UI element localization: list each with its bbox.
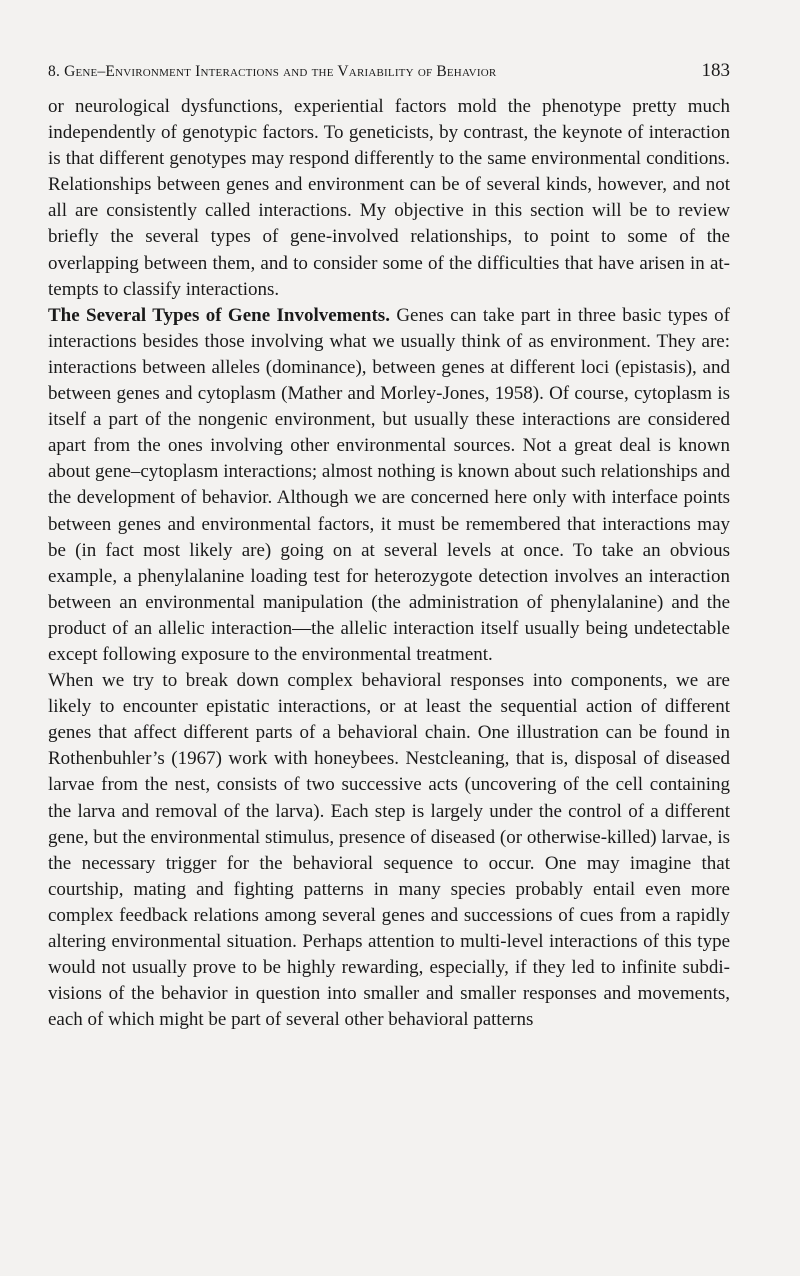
paragraph [48,94,730,303]
paragraph [48,668,730,1033]
book-page [48,60,730,1033]
running-head [48,60,730,88]
paragraph [48,303,730,668]
page-number: 183 [701,60,730,81]
section-heading: The Several Types of Gene Involvements. [48,304,390,326]
paragraph-text: or neurological dysfunctions, experiential factors mold the phenotype pretty much independently of genotypic factors. To geneticists, by contrast, the keynote of interaction is that different genotypes may respond differently to the same environmental conditions. Relationships between genes and environment can be of several kinds, however, and not all are consistently called interactions. My objective in this section will be to review briefly the several types of gene-involved relationships, to point to some of the overlapping between them, and to consider some of the difficulties that have arisen in attempts to classify interactions. [48,96,730,300]
chapter-title: 8. Gene–Environment Interactions and the Variability of Behavior [48,63,497,80]
paragraph-text: When we try to break down complex behavioral responses into components, we are likely to encounter epistatic interactions, or at least the sequential action of different genes that affect different parts of a behavioral chain. One illustration can be found in Rothenbuhler’s (1967) work with honeybees. Nestcleaning, that is, disposal of diseased larvae from the nest, consists of two successive acts (uncovering of the cell containing the larva and removal of the larva). Each step is largely under the control of a different gene, but the environmental stimulus, presence of diseased (or otherwise-killed) larvae, is the necessary trigger for the behavioral sequence to occur. One may imagine that courtship, mating and fighting patterns in many species probably entail even more complex feedback relations among several genes and successions of cues from a rapidly altering environmental situation. Perhaps attention to multi-level interactions of this type would not usually prove to be highly rewarding, especially, if they led to infinite subdivisions of the behavior in question into smaller and smaller responses and movements, each of which might be part of several other behavioral patterns [48,670,730,1031]
paragraph-text: Genes can take part in three basic types of interactions besides those involving what we usually think of as environment. They are: interactions between alleles (dominance), between genes at different loci (epistasis), and between genes and cytoplasm (Mather and Morley-Jones, 1958). Of course, cytoplasm is itself a part of the nongenic environment, but usually these interactions are considered apart from the ones involving other environmental sources. Not a great deal is known about gene–cytoplasm interactions; almost nothing is known about such relationships and the development of behavior. Although we are concerned here only with interface points between genes and environmental factors, it must be remembered that interactions may be (in fact most likely are) going on at several levels at once. To take an obvious example, a phenylalanine loading test for heterozygote detection involves an interaction between an environmental manipulation (the administration of phenylalanine) and the product of an allelic interaction—the allelic interaction itself usually being undetectable except following exposure to the environmental treatment. [48,304,730,665]
body-text [48,94,730,1033]
